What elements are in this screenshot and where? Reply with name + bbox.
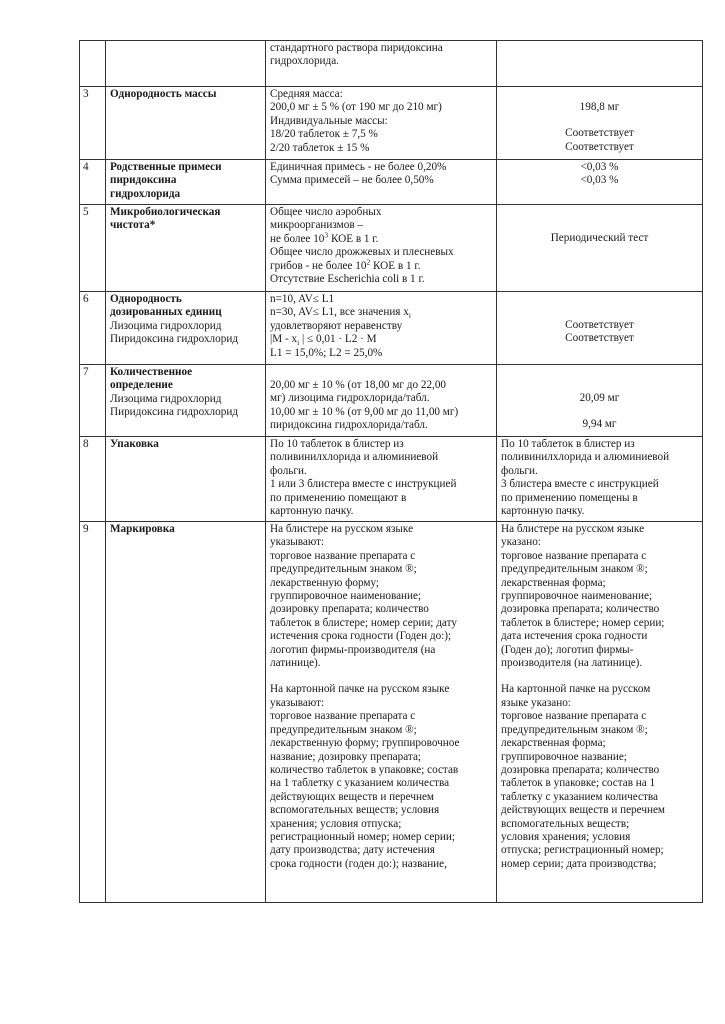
result-cell: Соответствует Соответствует [497, 292, 703, 365]
table-row [80, 437, 703, 522]
table-row [80, 41, 703, 87]
table-row [80, 365, 703, 437]
parameter-name: Упаковка [106, 437, 266, 522]
parameter-name: Микробиологическая чистота* [106, 205, 266, 292]
table-row [80, 522, 703, 903]
result-cell [497, 205, 703, 292]
spec-cell: На блистере на русском языке указывают: торговое название препарата с предупредительным знаком ®; лекарственную форму; группировочное наименование; дозировку препарата; количество таблеток в блистере; номер серии; дату истечения срока годности (Годен до:); логотип фирмы-производителя (на латинице). На картонной пачке на русском языке указывают: торговое название препарата с предупредительным знаком ®; лекарственную форму; группировочное название; дозировку препарата; количество таблеток в упаковке; состав на 1 таблетку с указанием количества действующих веществ и перечнем вспомогательных веществ; условия хранения; условия отпуска; регистрационный номер; номер серии; дату производства; дату истечения срока годности (годен до:); название, [266, 522, 497, 903]
result-cell: По 10 таблеток в блистер из поливинилхлорида и алюминиевой фольги. 3 блистера вместе с инструкцией по применению помещены в картонную пачку. [497, 437, 703, 522]
parameter-name: Однородность дозированных единиц Лизоцима гидрохлорид Пиридоксина гидрохлорид [106, 292, 266, 365]
spec-cell: Общее число аэробных микроорганизмов – не более $10^3$ КОЕ в 1 г. Общее число дрожжевых и плесневых грибов - не более $10^2$ КОЕ в 1 г. Отсутствие Escherichia coli в 1 г. [266, 205, 497, 292]
specification-table [79, 40, 703, 903]
parameter-name: Родственные примеси пиридоксина гидрохлорида [106, 160, 266, 205]
result-value: Соответствует [565, 140, 634, 153]
result-cell: На блистере на русском языке указано: торговое название препарата с предупредительным знаком ®; лекарственная форма; группировочное наименование; дозировка препарата; количество таблеток в блистере; номер серии; дата истечения срока годности (Годен до); логотип фирмы- производителя (на латинице). На картонной пачке на русском языке указано: торговое название препарата с предупредительным знаком ®; лекарственная форма; группировочное название; дозировка препарата; количество таблеток в упаковке; состав на 1 таблетку с указанием количества действующих веществ и перечнем вспомогательных веществ; условия хранения; условия отпуска; регистрационный номер; номер серии; дата производства; [497, 522, 703, 903]
row-number-cell [80, 41, 106, 87]
spec-cell: Единичная примесь - не более 0,20% Сумма примесей – не более 0,50% [266, 160, 497, 205]
parameter-name: Маркировка [106, 522, 266, 903]
result-value: 198,8 мг [579, 101, 620, 113]
result-cell [497, 87, 703, 160]
row-number: 4 [80, 160, 106, 205]
row-number: 7 [80, 365, 106, 437]
parameter-name: Количественное определение Лизоцима гидрохлорид Пиридоксина гидрохлорид [106, 365, 266, 437]
spec-cell: 20,00 мг ± 10 % (от 18,00 мг до 22,00 мг) лизоцима гидрохлорида/табл. 10,00 мг ± 10 % (от 9,00 мг до 11,00 мг) пиридоксина гидрохлорида/табл. [266, 365, 497, 437]
table-row [80, 292, 703, 365]
parameter-name: Однородность массы [106, 87, 266, 160]
table-row [80, 205, 703, 292]
table-row [80, 160, 703, 205]
result-value: Периодический тест [550, 232, 649, 244]
result-cell [497, 41, 703, 87]
row-number: 5 [80, 205, 106, 292]
spec-cell: По 10 таблеток в блистер из поливинилхлорида и алюминиевой фольги. 1 или 3 блистера вместе с инструкцией по применению помещают в картонную пачку. [266, 437, 497, 522]
result-value: Соответствует [565, 127, 634, 140]
parameter-cell [106, 41, 266, 87]
spec-cell: Средняя масса: 200,0 мг ± 5 % (от 190 мг до 210 мг) Индивидуальные массы: 18/20 таблеток ± 7,5 % 2/20 таблеток ± 15 % [266, 87, 497, 160]
row-number: 6 [80, 292, 106, 365]
row-number: 8 [80, 437, 106, 522]
spec-cell: n=10, AV≤ L1 n=30, AV≤ L1, все значения $x_i$ удовлетворяют неравенству $|M - x_i$ | ≤ 0,01 · L2 · M L1 = 15,0%; L2 = 25,0% [266, 292, 497, 365]
row-number: 3 [80, 87, 106, 160]
result-cell: <0,03 % <0,03 % [497, 160, 703, 205]
row-number: 9 [80, 522, 106, 903]
spec-cell: стандартного раствора пиридоксина гидрохлорида. [266, 41, 497, 87]
table-row [80, 87, 703, 160]
result-cell: 20,09 мг 9,94 мг [497, 365, 703, 437]
